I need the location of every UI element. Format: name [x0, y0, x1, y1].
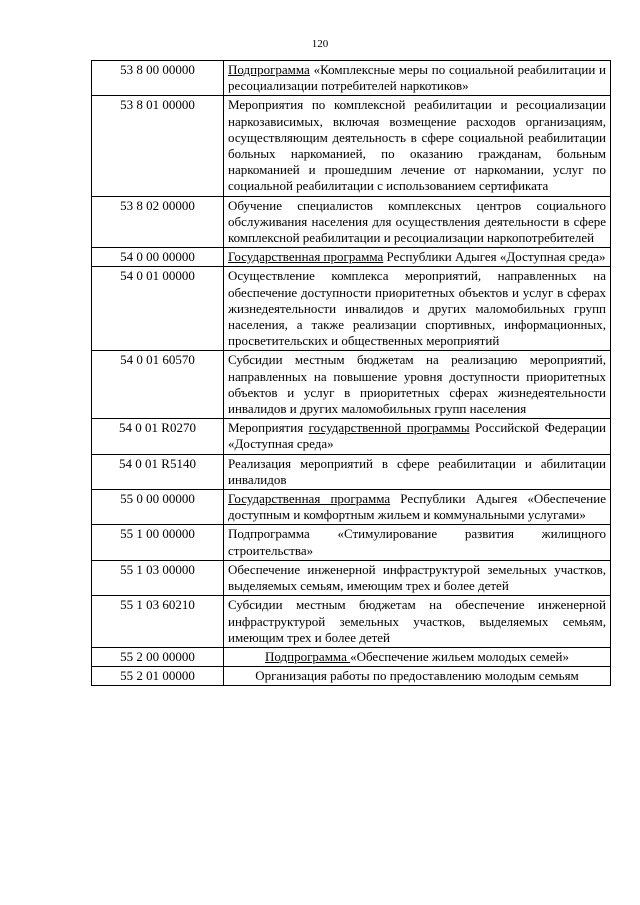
budget-classification-table	[91, 60, 611, 686]
target-item-description	[224, 351, 611, 419]
table-row	[92, 267, 611, 351]
underlined-text-fragment: Государственная программа	[228, 249, 384, 265]
text-fragment: Мероприятия	[228, 420, 309, 436]
target-item-code: 54 0 01 R0270	[92, 419, 224, 454]
target-item-description	[224, 525, 611, 560]
table-row	[92, 196, 611, 248]
text-fragment: Республики Адыгея «Обеспечение доступным и комфортным жильем и коммунальными услугами»	[228, 491, 606, 523]
text-fragment: Республики Адыгея «Доступная среда»	[383, 249, 606, 265]
target-item-description	[224, 596, 611, 648]
text-fragment: Подпрограмма «Стимулирование развития жилищного строительства»	[228, 526, 606, 558]
target-item-code: 54 0 01 60570	[92, 351, 224, 419]
table-row	[92, 248, 611, 267]
underlined-text-fragment: Государственная программа	[228, 491, 391, 507]
table-row	[92, 647, 611, 666]
table-row	[92, 596, 611, 648]
underlined-text-fragment: Подпрограмма	[228, 62, 310, 77]
table-row	[92, 667, 611, 686]
text-fragment: «Комплексные меры по социальной реабилитации и ресоциализации потребителей наркотиков»	[228, 62, 606, 94]
target-item-description	[224, 196, 611, 248]
target-item-description	[224, 419, 611, 454]
target-item-code: 53 8 01 00000	[92, 96, 224, 196]
target-item-description	[224, 560, 611, 595]
target-item-description	[224, 248, 611, 267]
target-item-code: 55 2 01 00000	[92, 667, 224, 686]
target-item-description	[224, 454, 611, 489]
text-fragment: Организация работы по предоставлению молодым семьям	[255, 668, 579, 684]
target-item-code: 55 1 03 00000	[92, 560, 224, 595]
table-row	[92, 351, 611, 419]
text-fragment: Мероприятия по комплексной реабилитации и ресоциализации наркозависимых, включая возмещение расходов организациям, осуществляющим деятельность в сфере социальной реабилитации больных наркоманией, по оказанию гражданам, больным наркоманией и прошедшим лечение от наркомании, услуг по социальной реабилитации с использованием сертификата	[228, 97, 606, 194]
target-item-description	[224, 490, 611, 525]
target-item-description	[224, 647, 611, 666]
text-fragment: Субсидии местным бюджетам на реализацию мероприятий, направленных на повышение уровня доступности приоритетных объектов и услуг в приоритетных сферах жизнедеятельности инвалидов и других маломобильных групп населения	[228, 352, 606, 417]
table-row	[92, 454, 611, 489]
table-row	[92, 525, 611, 560]
text-fragment: Российской Федерации «Доступная среда»	[228, 420, 607, 452]
target-item-description	[224, 61, 611, 96]
target-item-code: 55 2 00 00000	[92, 647, 224, 666]
text-fragment: Обеспечение инженерной инфраструктурой земельных участков, выделяемых семьям, имеющим трех и более детей	[228, 561, 606, 594]
target-item-description	[224, 96, 611, 196]
target-item-description	[224, 267, 611, 351]
target-item-code: 54 0 01 00000	[92, 267, 224, 351]
text-fragment: «Обеспечение жильем молодых семей»	[350, 648, 569, 664]
text-fragment: Обучение специалистов комплексных центров социального обслуживания населения для осуществления деятельности в сфере комплексной реабилитации и ресоциализации наркопотребителей	[228, 197, 606, 246]
target-item-code: 53 8 02 00000	[92, 196, 224, 248]
target-item-code: 55 0 00 00000	[92, 490, 224, 525]
text-fragment: Реализация мероприятий в сфере реабилитации и абилитации инвалидов	[228, 455, 606, 487]
target-item-code: 55 1 03 60210	[92, 596, 224, 648]
target-item-code: 54 0 00 00000	[92, 248, 224, 267]
underlined-text-fragment: государственной программы	[308, 420, 470, 436]
table-row	[92, 61, 611, 96]
target-item-code: 54 0 01 R5140	[92, 454, 224, 489]
underlined-text-fragment: Подпрограмма	[265, 648, 351, 664]
target-item-code: 53 8 00 00000	[92, 61, 224, 96]
target-item-description	[224, 667, 611, 686]
table-row	[92, 490, 611, 525]
text-fragment: Осуществление комплекса мероприятий, направленных на обеспечение доступности приоритетных объектов и услуг в сферах жизнедеятельности инвалидов и других маломобильных групп населения, а также реализации спортивных, информационных, просветительских и общественных мероприятий	[228, 268, 606, 349]
text-fragment: Субсидии местным бюджетам на обеспечение инженерной инфраструктурой земельных участков, выделяемых семьям, имеющим трех и более детей	[228, 597, 606, 645]
target-item-code: 55 1 00 00000	[92, 525, 224, 560]
table-row	[92, 560, 611, 595]
table-row	[92, 419, 611, 454]
page-number: 120	[311, 38, 329, 50]
table-row	[92, 96, 611, 196]
